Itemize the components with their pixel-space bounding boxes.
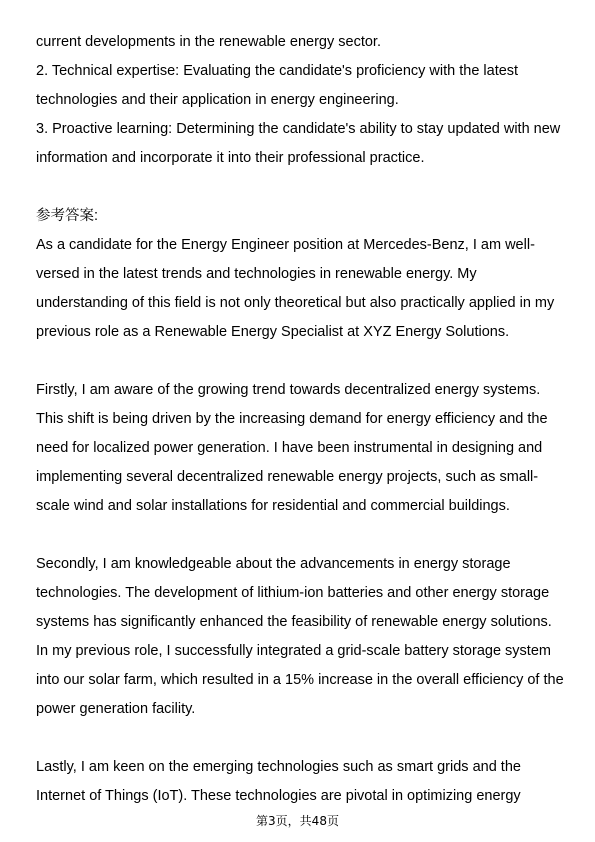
text-line: understanding of this field is not only theoretical but also practically applied in my (36, 295, 555, 311)
text-line: current developments in the renewable energy sector. (36, 34, 381, 50)
text-line: previous role as a Renewable Energy Specialist at XYZ Energy Solutions. (36, 324, 510, 340)
page-number: 第3页，共48页 (256, 814, 339, 828)
text-line: implementing several decentralized renewable energy projects, such as small- (36, 469, 539, 485)
text-line: As a candidate for the Energy Engineer position at Mercedes-Benz, I am well- (36, 237, 535, 253)
answer-heading: 参考答案: (36, 208, 99, 224)
text-line: scale wind and solar installations for residential and commercial buildings. (36, 498, 510, 514)
text-line: 2. Technical expertise: Evaluating the candidate's proficiency with the latest (36, 63, 519, 79)
paragraph-spacer (36, 521, 566, 550)
text-line: In my previous role, I successfully integrated a grid-scale battery storage system (36, 643, 551, 659)
text-line: Internet of Things (IoT). These technologies are pivotal in optimizing energy (36, 788, 521, 804)
paragraph-spacer (36, 724, 566, 753)
text-line: systems has significantly enhanced the feasibility of renewable energy solutions. (36, 614, 552, 630)
text-line: This shift is being driven by the increasing demand for energy efficiency and the (36, 411, 548, 427)
text-line: need for localized power generation. I have been instrumental in designing and (36, 440, 543, 456)
paragraph-spacer (36, 347, 566, 376)
text-line: Lastly, I am keen on the emerging technologies such as smart grids and the (36, 759, 521, 775)
text-line: information and incorporate it into their professional practice. (36, 150, 425, 166)
text-line: Secondly, I am knowledgeable about the advancements in energy storage (36, 556, 511, 572)
document-body (36, 28, 566, 811)
text-line: technologies. The development of lithium-ion batteries and other energy storage (36, 585, 550, 601)
text-line: technologies and their application in energy engineering. (36, 92, 399, 108)
text-line: into our solar farm, which resulted in a 15% increase in the overall efficiency of the (36, 672, 564, 688)
text-line: 3. Proactive learning: Determining the candidate's ability to stay updated with new (36, 121, 561, 137)
paragraph-spacer (36, 173, 566, 202)
text-line: power generation facility. (36, 701, 196, 717)
text-line: Firstly, I am aware of the growing trend towards decentralized energy systems. (36, 382, 541, 398)
text-line: versed in the latest trends and technologies in renewable energy. My (36, 266, 477, 282)
